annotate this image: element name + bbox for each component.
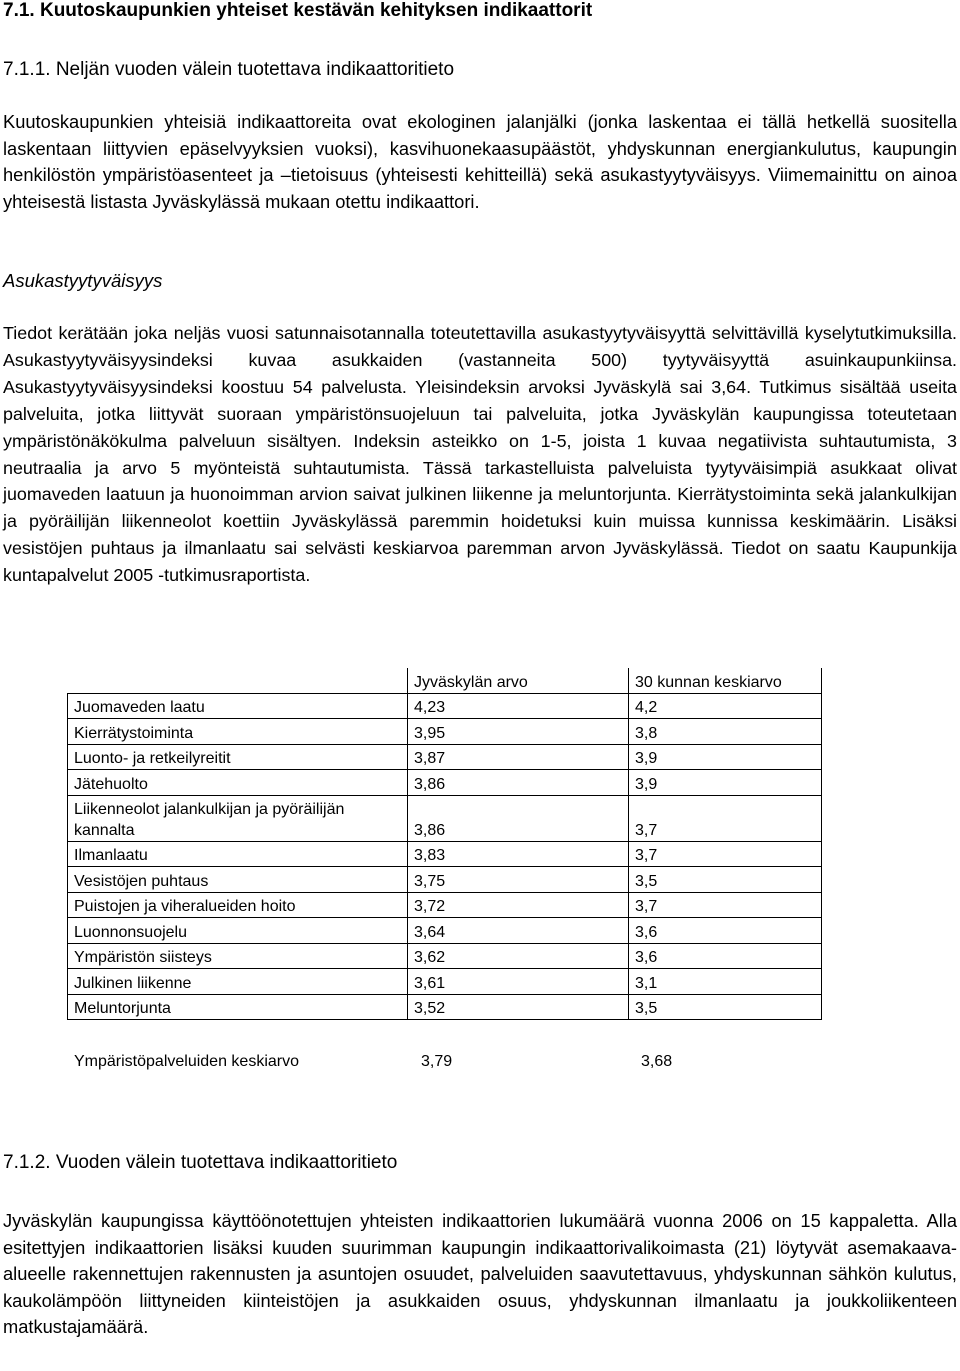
italic-heading: Asukastyytyväisyys — [3, 270, 163, 291]
table-header-avg: 30 kunnan keskiarvo — [629, 668, 822, 693]
row-avg-value: 3,6 — [629, 918, 822, 944]
row-service: Puistojen ja viheralueiden hoito — [68, 892, 408, 918]
table-row — [68, 841, 822, 867]
table-header-row — [68, 668, 822, 693]
table-row — [68, 994, 822, 1020]
row-jkl-value: 3,64 — [408, 918, 629, 944]
row-avg-value: 3,5 — [629, 867, 822, 893]
row-jkl-value: 3,75 — [408, 867, 629, 893]
row-service: Jätehuolto — [68, 770, 408, 796]
row-service: Meluntorjunta — [68, 994, 408, 1020]
summary-label: Ympäristöpalveluiden keskiarvo — [74, 1053, 299, 1070]
summary-jkl-value: 3,79 — [421, 1053, 453, 1070]
row-avg-value: 3,6 — [629, 943, 822, 969]
row-jkl-value: 3,83 — [408, 841, 629, 867]
row-avg-value: 4,2 — [629, 693, 822, 719]
row-avg-value: 3,9 — [629, 744, 822, 770]
table-row — [68, 918, 822, 944]
table-header-jkl: Jyväskylän arvo — [408, 668, 629, 693]
satisfaction-paragraph: Tiedot kerätään joka neljäs vuosi satunnaisotannalla toteutettavilla asukastyytyväisyyttä selvittävillä kyselytutkimuksilla. Asukastyytyväisyysindeksi kuvaa asukkaiden (vastanneita 500) tyytyväisyyttä asuinkaupunkiinsa. Asukastyytyväisyysindeksi koostuu 54 palvelusta. Yleisindeksin arvoksi Jyväskylä sai 3,64. Tutkimus sisältää useita palveluita, jotka liittyvät suoraan ympäristönsuojeluun tai palveluita, jotka Jyväskylän kaupungissa toteutetaan ympäristönäkökulma palveluun sisältyen. Indeksin asteikko on 1-5, joista 1 kuvaa negatiivista suhtautumista, 3 neutraalia ja arvo 5 myönteistä suhtautumista. Tässä tarkastelluista palveluista tyytyväisimpiä asukkaat olivat juomaveden laatuun ja huonoimman arvion saivat julkinen liikenne ja meluntorjunta. Kierrätystoiminta sekä jalankulkijan ja pyöräilijän liikenneolot koettiin Jyväskylässä paremmin hoidetuksi kuin muissa kunnissa keskimäärin. Lisäksi vesistöjen puhtaus ja ilmanlaatu sai selvästi keskiarvoa paremman arvon Jyväskylässä. Tiedot on saatu Kaupunkija kuntapalvelut 2005 -tutkimusraportista. — [3, 323, 957, 586]
annual-indicators-paragraph: Jyväskylän kaupungissa käyttöönotettujen yhteisten indikaattorien lukumäärä vuonna 2006 on 15 kappaletta. Alla esitettyjen indikaattorien lisäksi kuuden suurimman kaupungin indikaattorivalikoimasta (21) löytyvät asemakaava-alueelle rakennettujen rakennusten ja asuntojen osuudet, palveluiden saavutettavuus, yhdyskunnan sähkön kulutus, kaukolämpöön liittyneiden kiinteistöjen ja asukkaiden osuus, yhdyskunnan ilmanlaatu ja joukkoliikenteen matkustajamäärä. — [3, 1210, 957, 1337]
summary-avg-value: 3,68 — [641, 1053, 673, 1070]
table-row — [68, 744, 822, 770]
table-row — [68, 969, 822, 995]
row-jkl-value: 3,86 — [408, 770, 629, 796]
row-service: Luonnonsuojelu — [68, 918, 408, 944]
row-service: Kierrätystoiminta — [68, 719, 408, 745]
row-service: Juomaveden laatu — [68, 693, 408, 719]
row-jkl-value: 3,87 — [408, 744, 629, 770]
row-service: Luonto- ja retkeilyreitit — [68, 744, 408, 770]
subsection-title-7-1-2: 7.1.2. Vuoden välein tuotettava indikaattoritieto — [3, 1152, 398, 1173]
table-row — [68, 867, 822, 893]
row-jkl-value: 4,23 — [408, 693, 629, 719]
row-jkl-value: 3,52 — [408, 994, 629, 1020]
satisfaction-table — [67, 668, 822, 1020]
table-row — [68, 770, 822, 796]
intro-paragraph: Kuutoskaupunkien yhteisiä indikaattoreita ovat ekologinen jalanjälki (jonka laskentaa ei tällä hetkellä suositella laskentaan liittyvien epäselvyyksien vuoksi), kasvihuonekaasupäästöt, yhdyskunnan energiankulutus, kaupungin henkilöstön ympäristöasenteet ja –tietoisuus (yhteisesti kehitteillä) sekä asukastyytyväisyys. Viimemainittu on ainoa yhteisestä listasta Jyväskylässä mukaan otettu indikaattori. — [3, 111, 957, 212]
row-jkl-value: 3,62 — [408, 943, 629, 969]
row-service: Ilmanlaatu — [68, 841, 408, 867]
table-row — [68, 795, 822, 841]
subsection-title-7-1-1: 7.1.1. Neljän vuoden välein tuotettava indikaattoritieto — [3, 59, 455, 80]
row-avg-value: 3,8 — [629, 719, 822, 745]
table-row — [68, 719, 822, 745]
table-row — [68, 693, 822, 719]
table-header-empty — [68, 668, 408, 693]
row-avg-value: 3,1 — [629, 969, 822, 995]
row-service: Ympäristön siisteys — [68, 943, 408, 969]
table-row — [68, 892, 822, 918]
row-jkl-value: 3,61 — [408, 969, 629, 995]
row-service: Vesistöjen puhtaus — [68, 867, 408, 893]
row-avg-value: 3,7 — [629, 795, 822, 841]
row-avg-value: 3,5 — [629, 994, 822, 1020]
row-jkl-value: 3,95 — [408, 719, 629, 745]
row-service: Liikenneolot jalankulkijan ja pyöräilijän kannalta — [68, 795, 408, 841]
row-avg-value: 3,9 — [629, 770, 822, 796]
table-row — [68, 943, 822, 969]
row-service: Julkinen liikenne — [68, 969, 408, 995]
row-avg-value: 3,7 — [629, 892, 822, 918]
section-title: 7.1. Kuutoskaupunkien yhteiset kestävän kehityksen indikaattorit — [3, 0, 593, 21]
row-avg-value: 3,7 — [629, 841, 822, 867]
row-jkl-value: 3,72 — [408, 892, 629, 918]
row-jkl-value: 3,86 — [408, 795, 629, 841]
